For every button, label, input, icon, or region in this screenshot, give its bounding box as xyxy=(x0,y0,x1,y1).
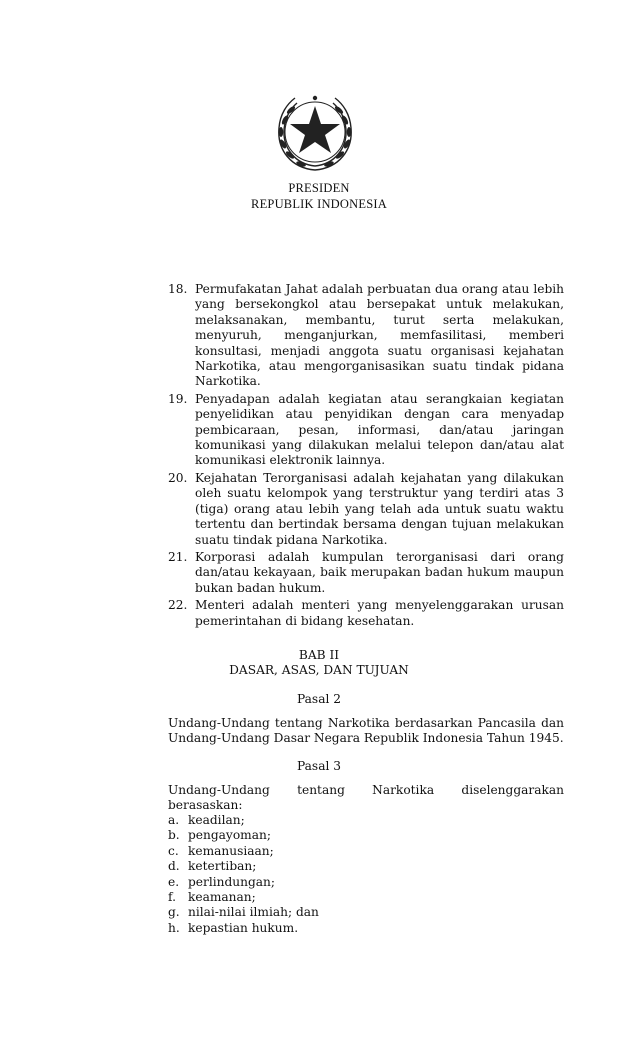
list-item-text: pengayoman; xyxy=(188,828,271,843)
principles-list xyxy=(168,813,564,936)
list-item xyxy=(168,550,564,596)
list-item xyxy=(168,598,564,629)
list-item-letter: c. xyxy=(168,843,179,858)
list-item-letter: a. xyxy=(168,813,180,827)
pasal-2-text: Undang-Undang tentang Narkotika berdasarkan Pancasila dan Undang-Undang Dasar Negara Republik Indonesia Tahun 1945. xyxy=(168,716,564,746)
list-item-letter: h. xyxy=(168,920,180,935)
list-item xyxy=(168,905,564,920)
list-item-text: Korporasi adalah kumpulan terorganisasi dari orang dan/atau kekayaan, baik merupakan badan hukum maupun bukan badan hukum. xyxy=(195,549,564,595)
list-item xyxy=(168,875,564,890)
list-item-text: ketertiban; xyxy=(188,859,257,874)
pasal-2-heading: Pasal 2 xyxy=(297,692,341,706)
list-item-text: Permufakatan Jahat adalah perbuatan dua orang atau lebih yang bersekongkol atau bersepakat untuk melakukan, melaksanakan, membantu, turut serta melakukan, menyuruh, menganjurkan, memfasilitasi, memberi konsultasi, menjadi anggota suatu organisasi kejahatan Narkotika, atau mengorganisasikan suatu tindak pidana Narkotika. xyxy=(195,282,564,389)
list-item xyxy=(168,392,564,469)
list-item-text: Kejahatan Terorganisasi adalah kejahatan yang dilakukan oleh suatu kelompok yang terstruktur yang terdiri atas 3 (tiga) orang atau lebih yang telah ada untuk suatu waktu tertentu dan bertindak bersama dengan tujuan melakukan suatu tindak pidana Narkotika. xyxy=(195,470,564,547)
list-item xyxy=(168,921,564,936)
list-item-text: Menteri adalah menteri yang menyelenggarakan urusan pemerintahan di bidang kesehatan. xyxy=(195,598,564,628)
chapter-number: BAB II xyxy=(298,648,340,662)
list-item-number: 18. xyxy=(168,282,188,296)
list-item xyxy=(168,890,564,905)
list-item xyxy=(168,844,564,859)
list-item-text: kepastian hukum. xyxy=(188,920,299,935)
list-item xyxy=(168,859,564,874)
list-item-text: keamanan; xyxy=(188,890,256,905)
list-item-number: 21. xyxy=(168,549,188,564)
chapter-title: DASAR, ASAS, DAN TUJUAN xyxy=(229,663,409,677)
list-item-letter: f. xyxy=(168,890,176,905)
list-item-text: keadilan; xyxy=(188,813,245,827)
list-item-letter: b. xyxy=(168,828,180,843)
pasal-3-intro-line2: berasaskan: xyxy=(168,798,243,812)
header-republik-indonesia: REPUBLIK INDONESIA xyxy=(251,197,387,211)
list-item-number: 22. xyxy=(168,598,188,613)
list-item-letter: e. xyxy=(168,874,180,889)
list-item xyxy=(168,471,564,548)
list-item-number: 19. xyxy=(168,391,188,406)
list-item xyxy=(168,813,564,828)
list-item-letter: d. xyxy=(168,859,180,874)
garuda-star-emblem-icon xyxy=(271,90,359,178)
list-item-text: nilai-nilai ilmiah; dan xyxy=(188,905,319,920)
list-item xyxy=(168,282,564,390)
list-item xyxy=(168,828,564,843)
list-item-letter: g. xyxy=(168,905,180,920)
list-item-number: 20. xyxy=(168,470,188,485)
list-item-text: perlindungan; xyxy=(188,874,276,889)
list-item-text: kemanusiaan; xyxy=(188,843,274,858)
pasal-3-heading: Pasal 3 xyxy=(297,759,341,773)
pasal-3-intro-line1: Undang-Undang tentang Narkotika diselenggarakan xyxy=(168,783,564,797)
list-item-text: Penyadapan adalah kegiatan atau serangkaian kegiatan penyelidikan atau penyidikan dengan cara menyadap pembicaraan, pesan, informasi, dan/atau jaringan komunikasi yang dilakukan melalui telepon dan/atau alat komunikasi elektronik lainnya. xyxy=(195,391,564,468)
header-presiden: PRESIDEN xyxy=(288,181,350,195)
definitions-list xyxy=(168,282,564,631)
